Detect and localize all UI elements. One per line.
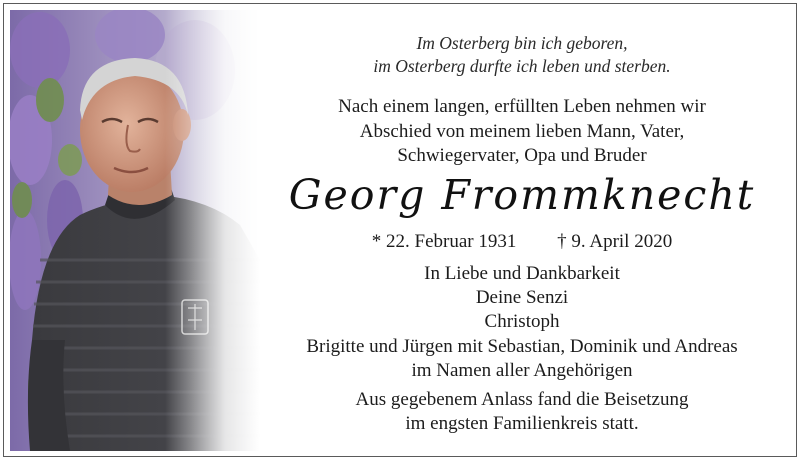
life-dates — [262, 230, 782, 254]
note-line: Aus gegebenem Anlass fand die Beisetzung — [355, 389, 689, 410]
obituary-notice — [3, 3, 797, 457]
family-line: im Namen aller Angehörigen — [411, 359, 633, 381]
intro-line: Nach einem langen, erfüllten Leben nehmen wir — [338, 96, 706, 117]
death-date: † 9. April 2020 — [557, 231, 673, 252]
family-line: In Liebe und Dankbarkeit — [424, 263, 620, 284]
intro-line: Schwiegervater, Opa und Bruder — [397, 145, 647, 166]
note-line: im engsten Familienkreis statt. — [405, 413, 639, 435]
notice-text — [262, 4, 782, 456]
motto — [262, 32, 782, 78]
intro-line: Abschied von meinem lieben Mann, Vater, — [359, 120, 685, 142]
family-signatures — [262, 262, 782, 383]
family-line: Christoph — [484, 311, 560, 333]
motto-line: Im Osterberg bin ich geboren, — [416, 33, 628, 53]
burial-note — [262, 388, 782, 436]
family-line: Deine Senzi — [475, 287, 569, 309]
intro-text — [262, 95, 782, 169]
portrait-photo — [10, 10, 260, 451]
family-line: Brigitte und Jürgen mit Sebastian, Dominik und Andreas — [306, 335, 738, 357]
motto-line: im Osterberg durfte ich leben und sterben. — [373, 56, 671, 76]
deceased-name: Georg Frommknecht — [288, 171, 756, 219]
birth-date: * 22. Februar 1931 — [371, 231, 517, 252]
